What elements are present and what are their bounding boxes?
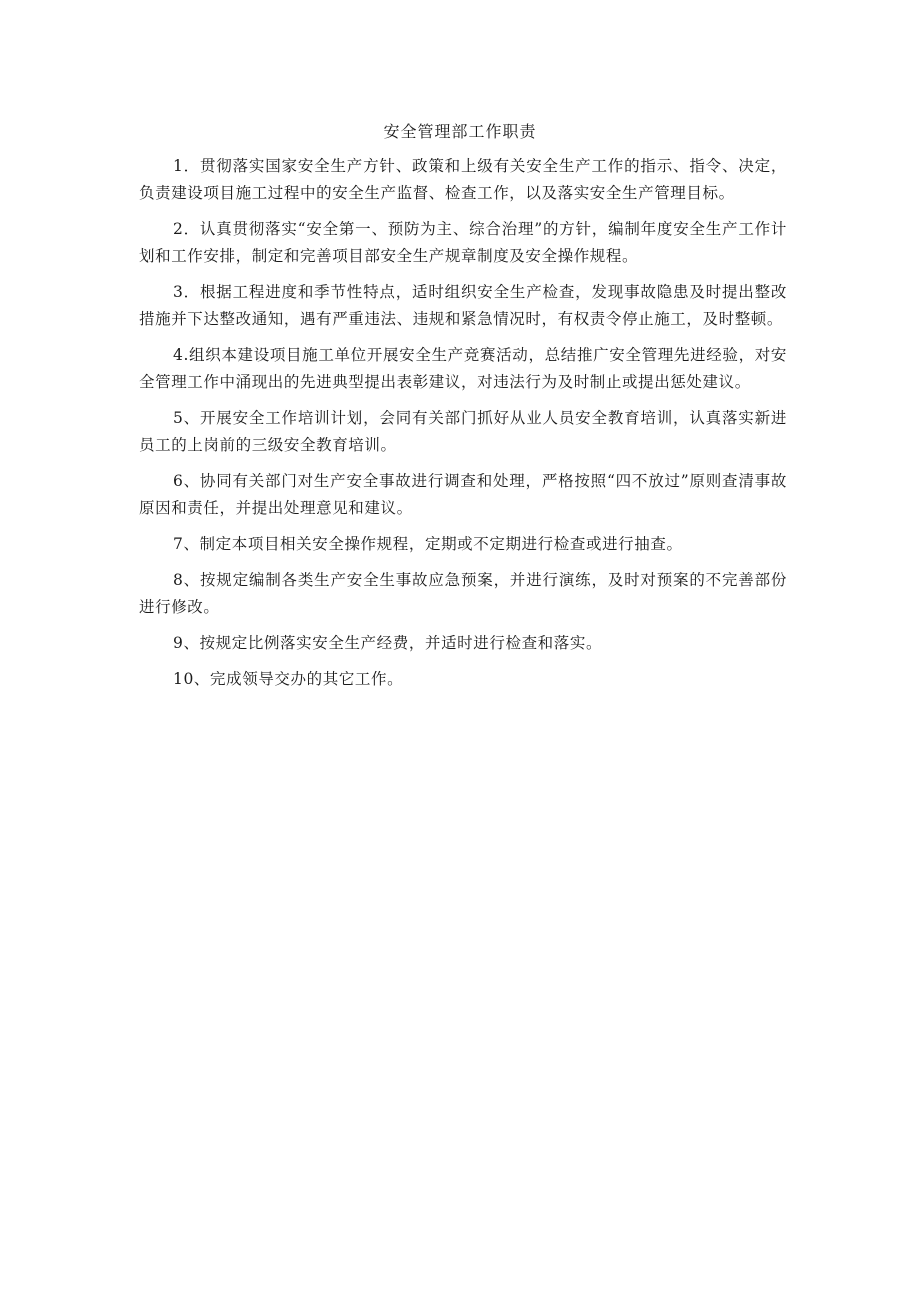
duty-item-10: 10、完成领导交办的其它工作。: [173, 670, 404, 688]
document-title: 安全管理部工作职责: [383, 122, 537, 141]
duty-item-2: 2．认真贯彻落实“安全第一、预防为主、综合治理”的方针，编制年度安全生产工作计划和工作安排，制定和完善项目部安全生产规章制度及安全操作规程。: [139, 220, 787, 265]
duty-item-8: 8、按规定编制各类生产安全生事故应急预案，并进行演练，及时对预案的不完善部份进行修改。: [139, 571, 787, 616]
duty-item-6: 6、协同有关部门对生产安全事故进行调查和处理，严格按照“四不放过”原则查清事故原因和责任，并提出处理意见和建议。: [139, 472, 787, 517]
duty-item-4: 4.组织本建设项目施工单位开展安全生产竞赛活动，总结推广安全管理先进经验，对安全管理工作中涌现出的先进典型提出表彰建议，对违法行为及时制止或提出惩处建议。: [139, 346, 787, 391]
duty-item-1: 1．贯彻落实国家安全生产方针、政策和上级有关安全生产工作的指示、指令、决定，负责建设项目施工过程中的安全生产监督、检查工作，以及落实安全生产管理目标。: [139, 157, 787, 202]
document-body: [139, 153, 787, 702]
duty-item-7: 7、制定本项目相关安全操作规程，定期或不定期进行检查或进行抽查。: [173, 535, 683, 553]
duty-item-5: 5、开展安全工作培训计划，会同有关部门抓好从业人员安全教育培训，认真落实新进员工的上岗前的三级安全教育培训。: [139, 409, 787, 454]
duty-item-9: 9、按规定比例落实安全生产经费，并适时进行检查和落实。: [173, 634, 603, 652]
duty-item-3: 3．根据工程进度和季节性特点，适时组织安全生产检查，发现事故隐患及时提出整改措施并下达整改通知，遇有严重违法、违规和紧急情况时，有权责令停止施工，及时整顿。: [139, 283, 787, 328]
